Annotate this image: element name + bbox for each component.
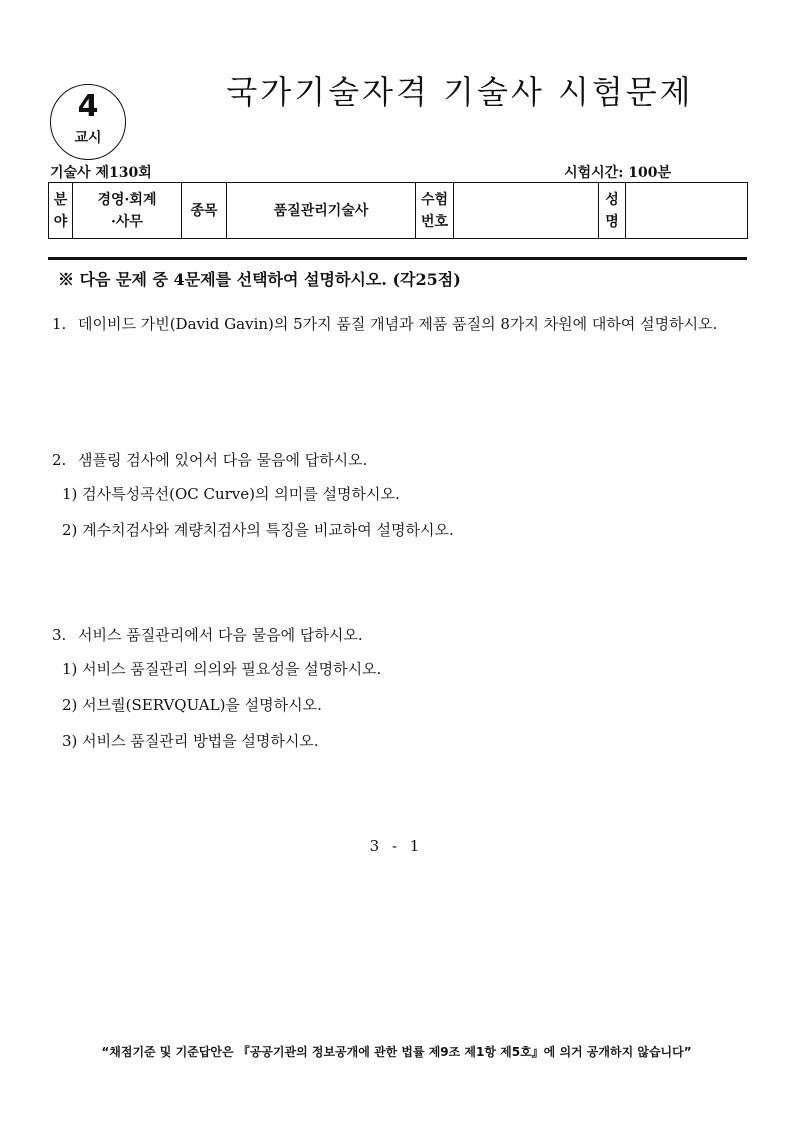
sub-question: 3) 서비스 품질관리 방법을 설명하시오. [62,732,319,750]
name-field[interactable] [626,183,748,239]
question-number: 2. [52,451,67,469]
question-text: 데이비드 가빈(David Gavin)의 5가지 품질 개념과 제품 품질의 8가지 차원에 대하여 설명하시오. [78,315,718,333]
footer-notice: “채점기준 및 기준답안은 『공공기관의 정보공개에 관한 법률 제9조 제1항 제5호』에 의거 공개하지 않습니다” [101,1045,692,1059]
page-number: 3 - 1 [369,837,424,855]
exam-number-field[interactable] [454,183,599,239]
question-2 [52,445,748,475]
exam-number-label-line-2: 번호 [420,213,449,230]
field-value-line-2: ·사무 [111,213,143,230]
sub-question: 1) 서비스 품질관리 의의와 필요성을 설명하시오. [62,660,382,678]
field-value-line-1: 경영·회계 [97,191,157,208]
exam-number-label-line-1: 수험 [420,191,449,208]
exam-name: 기술사 제130회 [50,165,152,181]
question-number: 3. [52,626,67,644]
item-label-cell: 종목 [182,183,227,239]
field-label-cell [49,183,73,239]
question-1 [52,309,748,339]
period-number: 4 [77,89,99,124]
exam-info-table [48,182,748,239]
period-label: 교시 [74,130,102,146]
question-3 [52,620,748,650]
question-text: 서비스 품질관리에서 다음 물음에 답하시오. [78,626,363,644]
sub-question: 1) 검사특성곡선(OC Curve)의 의미를 설명하시오. [62,485,400,503]
name-label-line-1: 성 [605,191,619,208]
question-number: 1. [52,315,67,333]
field-label-line-1: 분 [53,191,68,208]
exam-number-label-cell [416,183,454,239]
name-label-cell [599,183,626,239]
period-badge [50,84,126,160]
page-title: 국가기술자격 기술사 시험문제 [226,73,694,111]
field-label-line-2: 야 [53,213,68,230]
sub-question: 2) 계수치검사와 계량치검사의 특징을 비교하여 설명하시오. [62,521,454,539]
instruction-text: ※ 다음 문제 중 4문제를 선택하여 설명하시오. (각25점) [58,270,461,289]
sub-question: 2) 서브퀄(SERVQUAL)을 설명하시오. [62,696,322,714]
exam-time: 시험시간: 100분 [564,165,671,181]
divider [48,257,747,260]
name-label-line-2: 명 [605,213,619,230]
field-value-cell [73,183,182,239]
question-text: 샘플링 검사에 있어서 다음 물음에 답하시오. [78,451,368,469]
item-value-cell: 품질관리기술사 [227,183,416,239]
